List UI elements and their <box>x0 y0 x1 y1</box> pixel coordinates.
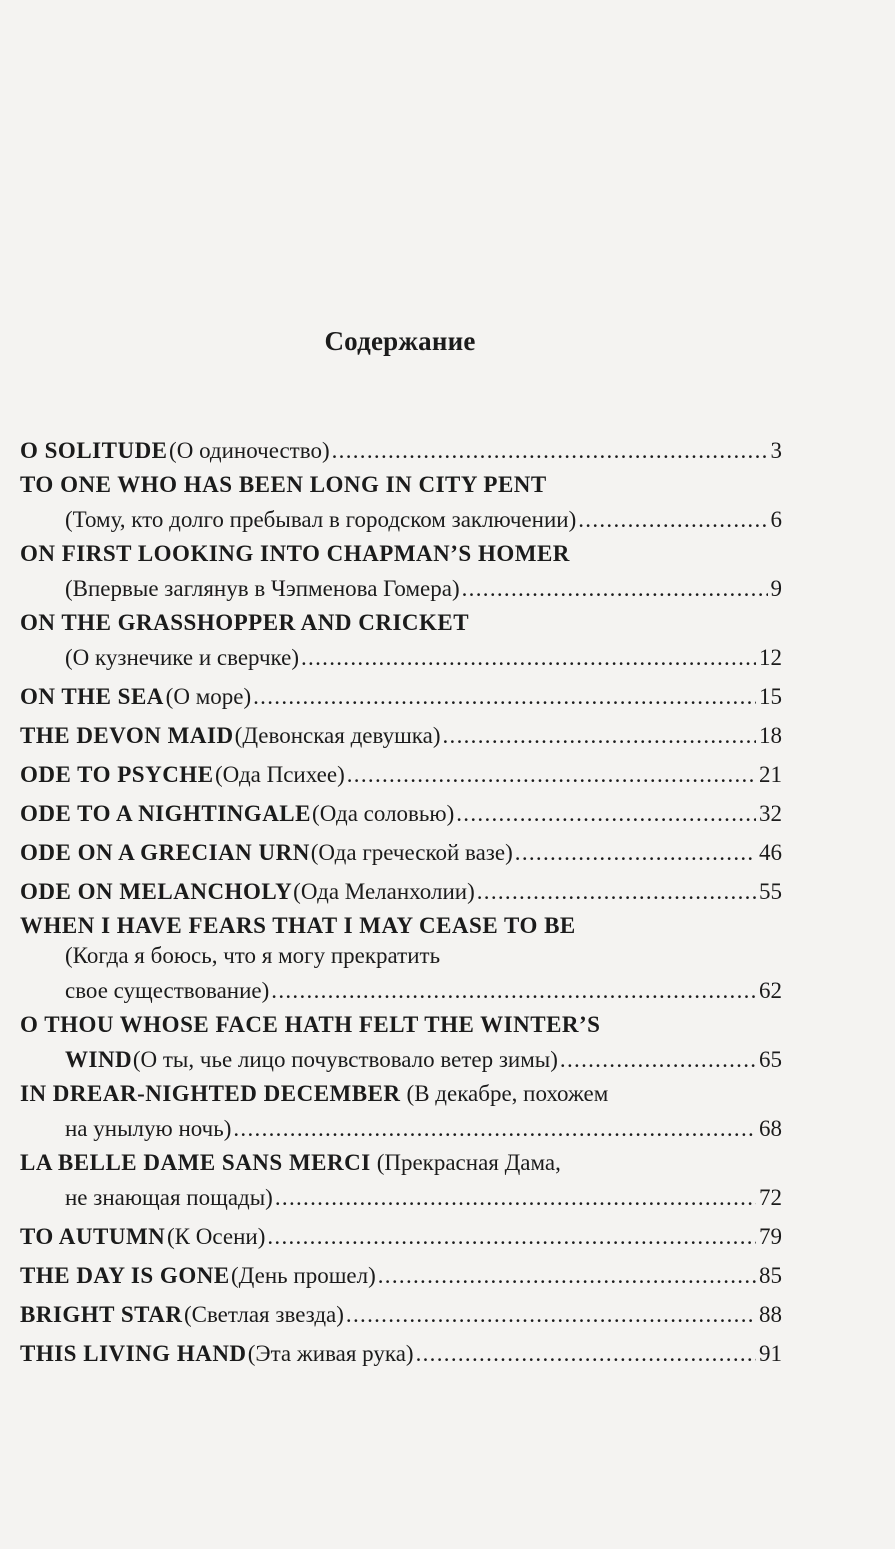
toc-entry <box>20 677 782 716</box>
toc-entry-page: 9 <box>770 576 782 601</box>
dot-leader <box>515 833 756 872</box>
toc-entry-title: THIS LIVING HAND <box>20 1341 247 1366</box>
dot-leader <box>332 431 768 470</box>
toc-entry-subtitle: (О море) <box>165 684 252 709</box>
toc-entry-page: 15 <box>759 684 782 709</box>
toc-entry-subtitle: (Ода греческой вазе) <box>310 840 513 865</box>
toc-entry <box>20 1148 782 1217</box>
toc-entry-page: 3 <box>770 438 782 463</box>
toc-entry-page: 88 <box>759 1302 782 1327</box>
dot-leader <box>378 1256 756 1295</box>
toc-entry-subtitle: (К Осени) <box>167 1224 266 1249</box>
toc-entry-title: O THOU WHOSE FACE HATH FELT THE WINTER’S <box>20 1012 601 1037</box>
toc-entry-title: WHEN I HAVE FEARS THAT I MAY CEASE TO BE <box>20 913 576 938</box>
dot-leader <box>301 638 756 677</box>
toc-entry-subtitle: (Прекрасная Дама, <box>376 1150 561 1175</box>
toc-entry-page: 21 <box>759 762 782 787</box>
toc-entry-title: WIND <box>65 1047 133 1072</box>
toc-entry-page: 32 <box>759 801 782 826</box>
toc-entry-page: 91 <box>759 1341 782 1366</box>
toc-entry-page: 85 <box>759 1263 782 1288</box>
toc-entry-title: O SOLITUDE <box>20 438 168 463</box>
toc-entry-title: ODE TO PSYCHE <box>20 762 214 787</box>
toc-entry <box>20 1334 782 1373</box>
toc-entry-title: THE DAY IS GONE <box>20 1263 230 1288</box>
toc-entry <box>20 716 782 755</box>
toc-entry <box>20 470 782 539</box>
dot-leader <box>462 569 768 608</box>
dot-leader <box>346 1295 756 1334</box>
toc-entry-subtitle: (Эта живая рука) <box>247 1341 414 1366</box>
toc-entry-subtitle: (О ты, чье лицо почувствовало ветер зимы) <box>132 1047 558 1072</box>
toc-entry-subtitle: (Ода соловью) <box>312 801 455 826</box>
toc-entry-subtitle: (В декабре, похожем <box>406 1081 609 1106</box>
toc-entry-subtitle: (Когда я боюсь, что я могу прекратить <box>65 943 441 968</box>
dot-leader <box>442 716 756 755</box>
toc-entry <box>20 911 782 1010</box>
toc-entry-page: 6 <box>770 507 782 532</box>
toc-entry-title: LA BELLE DAME SANS MERCI <box>20 1150 371 1175</box>
toc-entry <box>20 833 782 872</box>
toc-entry-title: IN DREAR-NIGHTED DECEMBER <box>20 1081 401 1106</box>
toc-entry-subtitle: (О одиночество) <box>169 438 330 463</box>
toc-entry-subtitle: (Девонская девушка) <box>234 723 441 748</box>
toc-entry-page: 72 <box>759 1185 782 1210</box>
toc-entry-title: TO ONE WHO HAS BEEN LONG IN CITY PENT <box>20 472 547 497</box>
toc-entry-subtitle: (Ода Меланхолии) <box>293 879 475 904</box>
toc-entry-subtitle: (Впервые заглянув в Чэпменова Гомера) <box>65 576 460 601</box>
toc-entry <box>20 1217 782 1256</box>
toc-entry-title: ODE TO A NIGHTINGALE <box>20 801 311 826</box>
toc-entry-subtitle: (Ода Психее) <box>214 762 345 787</box>
dot-leader <box>456 794 756 833</box>
dot-leader <box>560 1040 756 1079</box>
toc-entry <box>20 794 782 833</box>
toc-entry <box>20 872 782 911</box>
toc-entry <box>20 755 782 794</box>
toc-entry-subtitle: на унылую ночь) <box>65 1116 232 1141</box>
dot-leader <box>267 1217 756 1256</box>
toc-entry-page: 55 <box>759 879 782 904</box>
toc-entry-subtitle: не знающая пощады) <box>65 1185 273 1210</box>
toc-entry <box>20 539 782 608</box>
toc-entry-page: 68 <box>759 1116 782 1141</box>
table-of-contents <box>20 431 782 1373</box>
toc-entry <box>20 608 782 677</box>
toc-entry-title: TO AUTUMN <box>20 1224 166 1249</box>
toc-entry <box>20 1010 782 1079</box>
toc-entry-page: 62 <box>759 978 782 1003</box>
toc-entry-page: 12 <box>759 645 782 670</box>
dot-leader <box>477 872 756 911</box>
toc-entry-subtitle: (Светлая звезда) <box>183 1302 344 1327</box>
dot-leader <box>416 1334 756 1373</box>
toc-entry-title: ON THE GRASSHOPPER AND CRICKET <box>20 610 470 635</box>
dot-leader <box>578 500 767 539</box>
toc-entry-subtitle: свое существование) <box>65 978 270 1003</box>
toc-entry-title: ON THE SEA <box>20 684 164 709</box>
dot-leader <box>253 677 756 716</box>
toc-entry-subtitle: (О кузнечике и сверчке) <box>65 645 299 670</box>
toc-entry-page: 46 <box>759 840 782 865</box>
toc-entry-title: ODE ON A GRECIAN URN <box>20 840 310 865</box>
toc-entry <box>20 431 782 470</box>
toc-entry-title: THE DEVON MAID <box>20 723 234 748</box>
toc-entry <box>20 1256 782 1295</box>
toc-entry-title: ODE ON MELANCHOLY <box>20 879 293 904</box>
toc-entry-page: 79 <box>759 1224 782 1249</box>
toc-entry-page: 65 <box>759 1047 782 1072</box>
toc-entry-subtitle: (Тому, кто долго пребывал в городском заключении) <box>65 507 577 532</box>
toc-entry-subtitle: (День прошел) <box>231 1263 376 1288</box>
dot-leader <box>271 971 756 1010</box>
page-title: Содержание <box>324 326 476 356</box>
dot-leader <box>275 1178 756 1217</box>
dot-leader <box>233 1109 756 1148</box>
dot-leader <box>347 755 756 794</box>
toc-entry-title: ON FIRST LOOKING INTO CHAPMAN’S HOMER <box>20 541 570 566</box>
toc-entry <box>20 1079 782 1148</box>
toc-entry-page: 18 <box>759 723 782 748</box>
toc-entry-title: BRIGHT STAR <box>20 1302 183 1327</box>
toc-entry <box>20 1295 782 1334</box>
